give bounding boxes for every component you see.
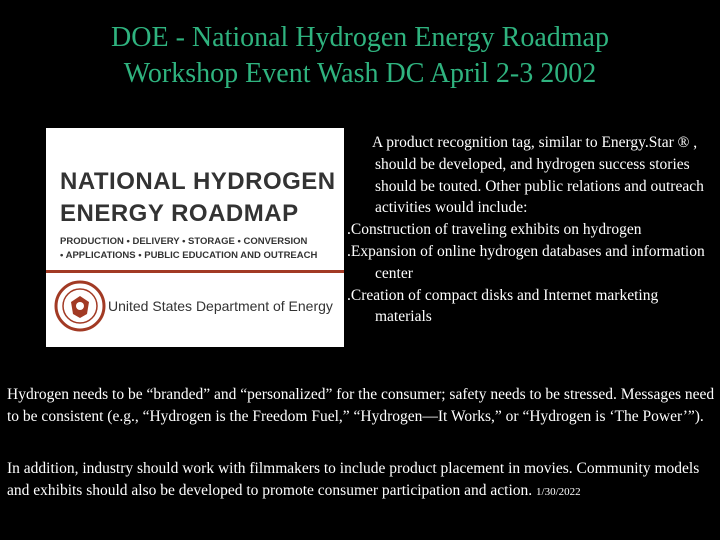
logo-subline-2: • APPLICATIONS • PUBLIC EDUCATION AND OUTREACH bbox=[60, 250, 318, 261]
logo-line-2: ENERGY ROADMAP bbox=[60, 200, 299, 227]
department-name: United States Department of Energy bbox=[108, 298, 333, 314]
title-line-1: DOE - National Hydrogen Energy Roadmap bbox=[111, 22, 609, 53]
slide-title bbox=[0, 20, 720, 92]
logo-subline-1: PRODUCTION • DELIVERY • STORAGE • CONVERSION bbox=[60, 236, 308, 247]
branding-paragraph bbox=[7, 384, 719, 427]
branding-text: Hydrogen needs to be “branded” and “personalized” for the consumer; safety needs to be stressed. Messages need to be consistent (e.g., “Hydrogen is the Freedom Fuel,” “Hydrogen—It Works,” or “Hydrogen is ‘The Power’”). bbox=[7, 386, 715, 425]
title-line-2: Workshop Event Wash DC April 2-3 2002 bbox=[123, 58, 597, 89]
roadmap-logo bbox=[46, 128, 344, 347]
industry-text: In addition, industry should work with filmmakers to include product placement in movies. Community models and exhibits should also be developed to promote consumer participation and action. bbox=[7, 460, 700, 499]
doe-seal-icon bbox=[54, 280, 106, 332]
logo-line-1: NATIONAL HYDROGEN bbox=[60, 168, 336, 195]
slide-date: 1/30/2022 bbox=[536, 485, 581, 498]
logo-divider bbox=[46, 270, 344, 273]
outreach-item: .Expansion of online hydrogen databases and information center bbox=[347, 242, 705, 282]
industry-paragraph bbox=[7, 458, 719, 503]
outreach-intro: A product recognition tag, similar to Energy.Star ® , should be developed, and hydrogen success stories should be touted. Other public relations and outreach activities would include: bbox=[372, 134, 704, 217]
outreach-item: .Construction of traveling exhibits on hydrogen bbox=[347, 221, 642, 239]
outreach-text bbox=[347, 132, 715, 328]
outreach-item: .Creation of compact disks and Internet marketing materials bbox=[347, 286, 659, 326]
